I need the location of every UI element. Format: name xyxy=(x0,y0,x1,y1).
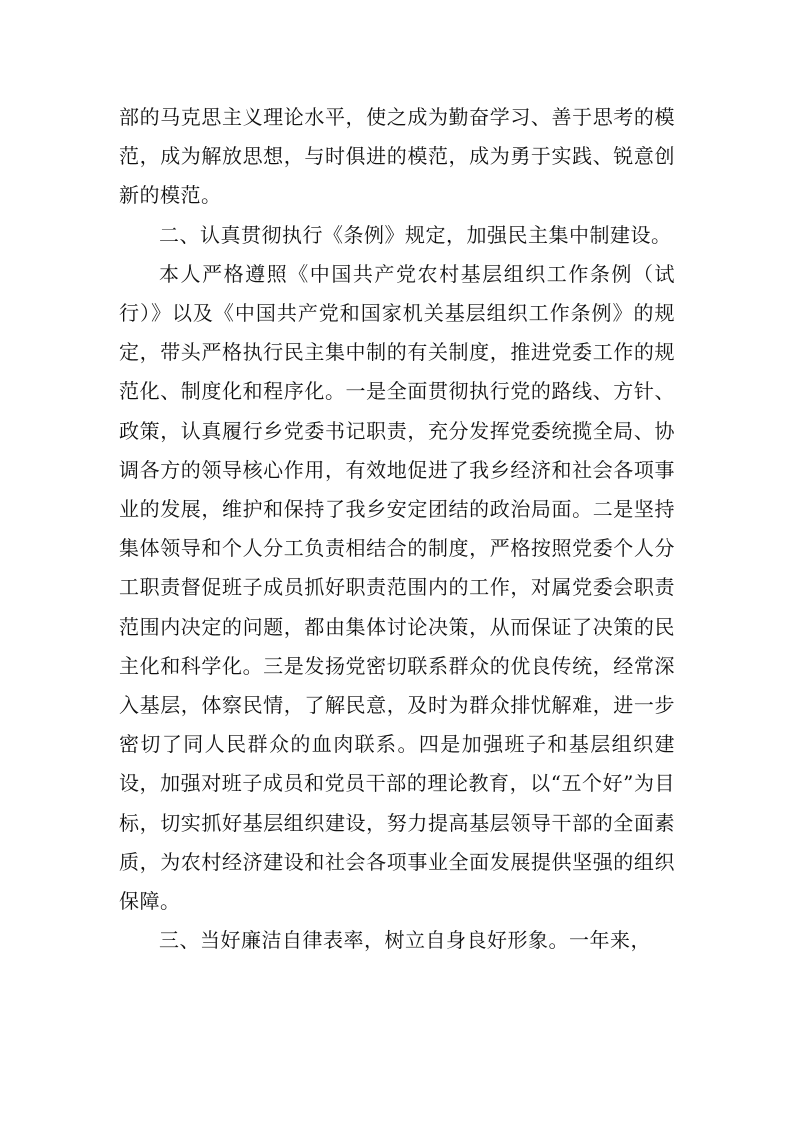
paragraph-body: 本人严格遵照《中国共产党农村基层组织工作条例（试行）》以及《中国共产党和国家机关基层组织工作条例》的规定，带头严格执行民主集中制的有关制度，推进党委工作的规范化、制度化和程序化。一是全面贯彻执行党的路线、方针、政策，认真履行乡党委书记职责，充分发挥党委统揽全局、协调各方的领导核心作用，有效地促进了我乡经济和社会各项事业的发展，维护和保持了我乡安定团结的政治局面。二是坚持集体领导和个人分工负责相结合的制度，严格按照党委个人分工职责督促班子成员抓好职责范围内的工作，对属党委会职责范围内决定的问题，都由集体讨论决策，从而保证了决策的民主化和科学化。三是发扬党密切联系群众的优良传统，经常深入基层，体察民情，了解民意，及时为群众排忧解难，进一步密切了同人民群众的血肉联系。四是加强班子和基层组织建设，加强对班子成员和党员干部的理论教育，以“五个好”为目标，切实抓好基层组织建设，努力提高基层领导干部的全面素质，为农村经济建设和社会各项事业全面发展提供坚强的组织保障。 xyxy=(119,261,675,914)
section-heading-2: 二、认真贯彻执行《条例》规定，加强民主集中制建设。 xyxy=(159,222,672,247)
paragraph-continuation: 部的马克思主义理论水平，使之成为勤奋学习、善于思考的模范，成为解放思想，与时俱进的模范，成为勇于实践、锐意创新的模范。 xyxy=(119,105,675,208)
document-body xyxy=(119,98,675,960)
section-heading-3: 三、当好廉洁自律表率，树立自身良好形象。一年来， xyxy=(159,928,651,953)
